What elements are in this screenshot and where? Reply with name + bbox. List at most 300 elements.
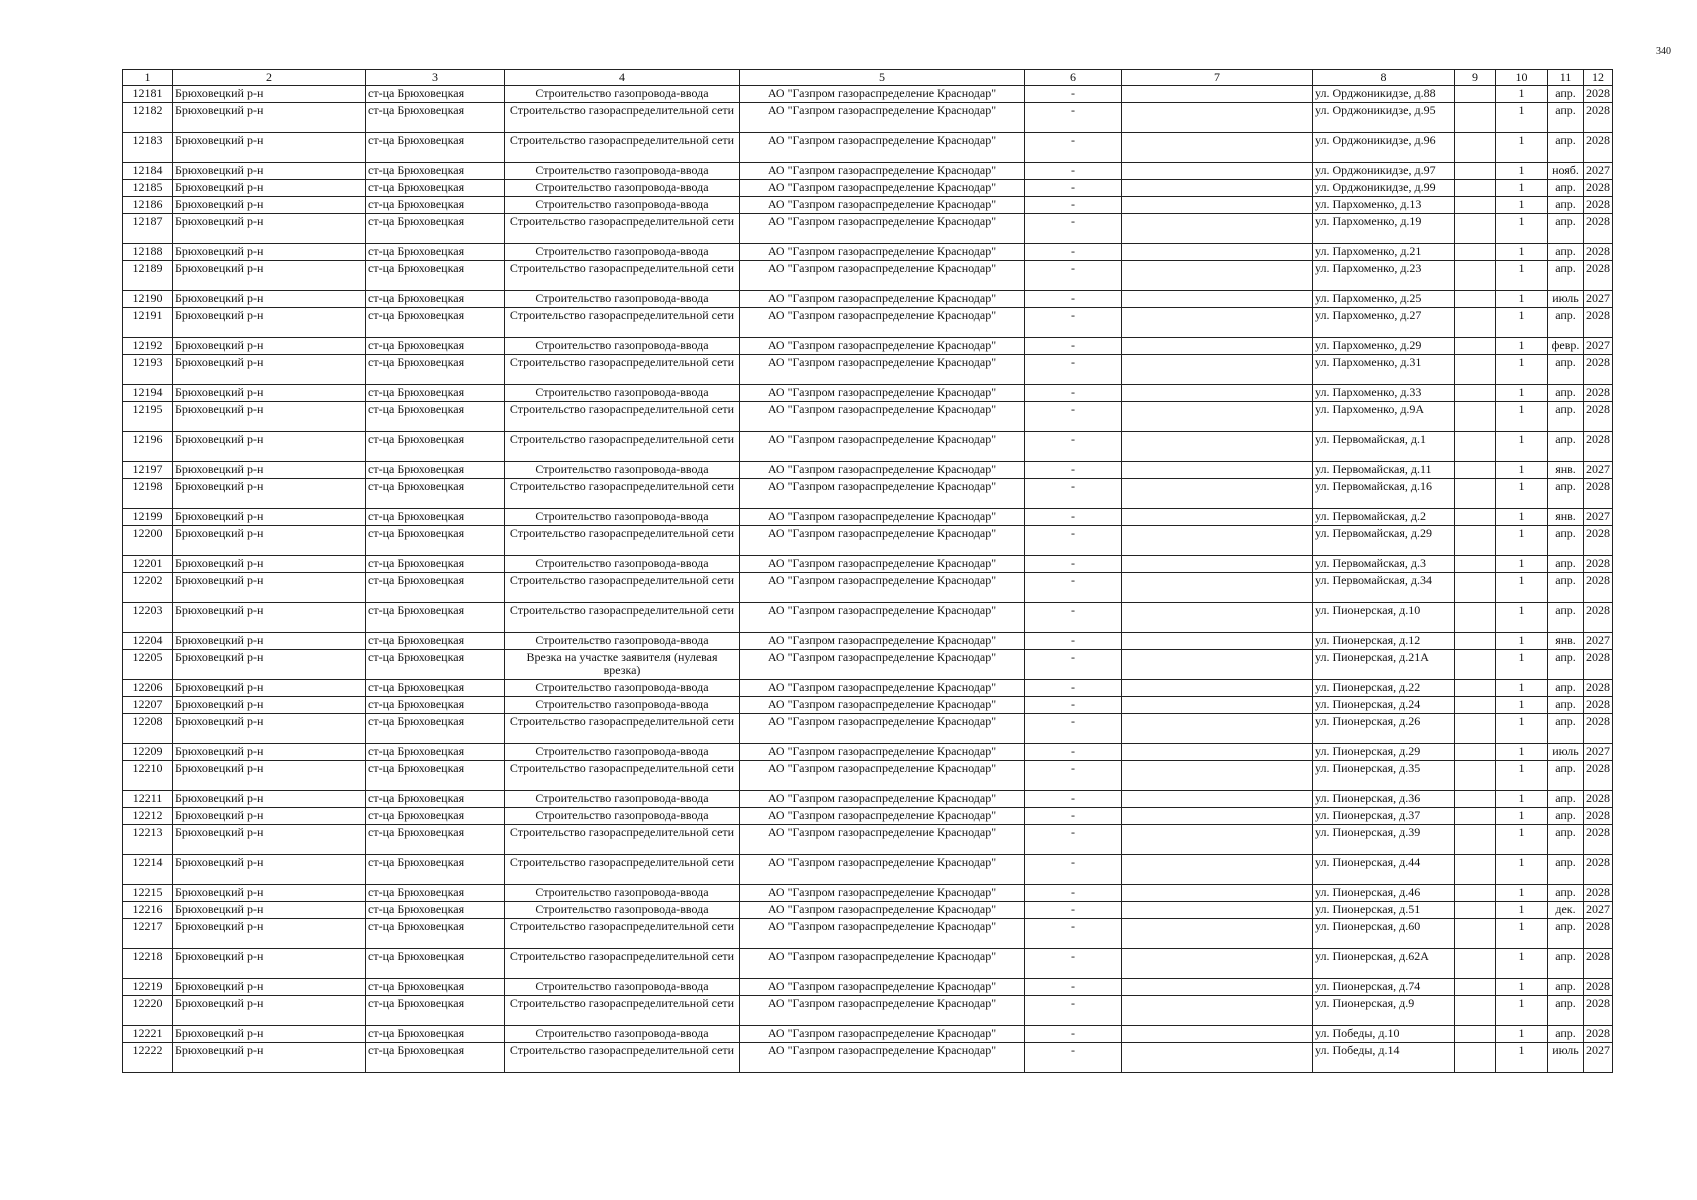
table-row	[123, 556, 1613, 573]
col9-empty-cell	[1455, 761, 1496, 791]
col6-value-cell: -	[1025, 680, 1122, 697]
quantity-cell: 1	[1496, 1043, 1548, 1073]
work-type-cell: Строительство газопровода-ввода	[505, 197, 740, 214]
table-row	[123, 680, 1613, 697]
address-cell: ул. Пионерская, д.9	[1313, 996, 1455, 1026]
col9-empty-cell	[1455, 308, 1496, 338]
month-cell: апр.	[1548, 791, 1584, 808]
work-type-cell: Строительство газопровода-ввода	[505, 509, 740, 526]
address-cell: ул. Пионерская, д.21А	[1313, 650, 1455, 680]
organization-cell: АО "Газпром газораспределение Краснодар"	[740, 214, 1025, 244]
col9-empty-cell	[1455, 825, 1496, 855]
row-number-cell: 12196	[123, 432, 173, 462]
district-cell: Брюховецкий р-н	[173, 385, 366, 402]
organization-cell: АО "Газпром газораспределение Краснодар"	[740, 603, 1025, 633]
quantity-cell: 1	[1496, 650, 1548, 680]
col7-empty-cell	[1122, 244, 1313, 261]
month-cell: апр.	[1548, 1026, 1584, 1043]
col9-empty-cell	[1455, 244, 1496, 261]
col6-value-cell: -	[1025, 573, 1122, 603]
col7-empty-cell	[1122, 556, 1313, 573]
col-header: 8	[1313, 70, 1455, 86]
address-cell: ул. Пархоменко, д.31	[1313, 355, 1455, 385]
col9-empty-cell	[1455, 855, 1496, 885]
col9-empty-cell	[1455, 979, 1496, 996]
district-cell: Брюховецкий р-н	[173, 197, 366, 214]
col9-empty-cell	[1455, 573, 1496, 603]
table-row	[123, 573, 1613, 603]
organization-cell: АО "Газпром газораспределение Краснодар"	[740, 509, 1025, 526]
col6-value-cell: -	[1025, 432, 1122, 462]
month-cell: апр.	[1548, 244, 1584, 261]
organization-cell: АО "Газпром газораспределение Краснодар"	[740, 526, 1025, 556]
address-cell: ул. Пионерская, д.46	[1313, 885, 1455, 902]
col7-empty-cell	[1122, 214, 1313, 244]
district-cell: Брюховецкий р-н	[173, 432, 366, 462]
organization-cell: АО "Газпром газораспределение Краснодар"	[740, 573, 1025, 603]
month-cell: апр.	[1548, 680, 1584, 697]
col6-value-cell: -	[1025, 855, 1122, 885]
month-cell: апр.	[1548, 573, 1584, 603]
organization-cell: АО "Газпром газораспределение Краснодар"	[740, 163, 1025, 180]
address-cell: ул. Пионерская, д.35	[1313, 761, 1455, 791]
quantity-cell: 1	[1496, 744, 1548, 761]
col7-empty-cell	[1122, 808, 1313, 825]
organization-cell: АО "Газпром газораспределение Краснодар"	[740, 338, 1025, 355]
year-cell: 2028	[1584, 479, 1613, 509]
row-number-cell: 12209	[123, 744, 173, 761]
work-type-cell: Строительство газораспределительной сети	[505, 214, 740, 244]
row-number-cell: 12206	[123, 680, 173, 697]
month-cell: февр.	[1548, 338, 1584, 355]
district-cell: Брюховецкий р-н	[173, 808, 366, 825]
row-number-cell: 12215	[123, 885, 173, 902]
address-cell: ул. Пархоменко, д.19	[1313, 214, 1455, 244]
settlement-cell: ст-ца Брюховецкая	[366, 355, 505, 385]
settlement-cell: ст-ца Брюховецкая	[366, 697, 505, 714]
settlement-cell: ст-ца Брюховецкая	[366, 214, 505, 244]
quantity-cell: 1	[1496, 180, 1548, 197]
col9-empty-cell	[1455, 462, 1496, 479]
district-cell: Брюховецкий р-н	[173, 650, 366, 680]
col6-value-cell: -	[1025, 180, 1122, 197]
settlement-cell: ст-ца Брюховецкая	[366, 902, 505, 919]
year-cell: 2027	[1584, 902, 1613, 919]
district-cell: Брюховецкий р-н	[173, 133, 366, 163]
month-cell: июль	[1548, 291, 1584, 308]
organization-cell: АО "Газпром газораспределение Краснодар"	[740, 761, 1025, 791]
quantity-cell: 1	[1496, 308, 1548, 338]
table-row	[123, 714, 1613, 744]
col7-empty-cell	[1122, 291, 1313, 308]
col7-empty-cell	[1122, 996, 1313, 1026]
col9-empty-cell	[1455, 902, 1496, 919]
col6-value-cell: -	[1025, 103, 1122, 133]
quantity-cell: 1	[1496, 214, 1548, 244]
col7-empty-cell	[1122, 761, 1313, 791]
district-cell: Брюховецкий р-н	[173, 1043, 366, 1073]
address-cell: ул. Пионерская, д.51	[1313, 902, 1455, 919]
settlement-cell: ст-ца Брюховецкая	[366, 556, 505, 573]
address-cell: ул. Первомайская, д.16	[1313, 479, 1455, 509]
month-cell: апр.	[1548, 402, 1584, 432]
col-header: 1	[123, 70, 173, 86]
quantity-cell: 1	[1496, 509, 1548, 526]
organization-cell: АО "Газпром газораспределение Краснодар"	[740, 385, 1025, 402]
col-header: 12	[1584, 70, 1613, 86]
row-number-cell: 12197	[123, 462, 173, 479]
address-cell: ул. Пархоменко, д.21	[1313, 244, 1455, 261]
table-row	[123, 526, 1613, 556]
table-row	[123, 902, 1613, 919]
col7-empty-cell	[1122, 462, 1313, 479]
col7-empty-cell	[1122, 385, 1313, 402]
district-cell: Брюховецкий р-н	[173, 996, 366, 1026]
col7-empty-cell	[1122, 308, 1313, 338]
col9-empty-cell	[1455, 86, 1496, 103]
district-cell: Брюховецкий р-н	[173, 697, 366, 714]
row-number-cell: 12211	[123, 791, 173, 808]
col9-empty-cell	[1455, 556, 1496, 573]
table-row	[123, 949, 1613, 979]
col7-empty-cell	[1122, 825, 1313, 855]
col9-empty-cell	[1455, 949, 1496, 979]
district-cell: Брюховецкий р-н	[173, 791, 366, 808]
organization-cell: АО "Газпром газораспределение Краснодар"	[740, 355, 1025, 385]
table-row	[123, 791, 1613, 808]
settlement-cell: ст-ца Брюховецкая	[366, 633, 505, 650]
month-cell: апр.	[1548, 996, 1584, 1026]
col9-empty-cell	[1455, 744, 1496, 761]
quantity-cell: 1	[1496, 355, 1548, 385]
address-cell: ул. Пионерская, д.24	[1313, 697, 1455, 714]
work-type-cell: Строительство газораспределительной сети	[505, 855, 740, 885]
address-cell: ул. Орджоникидзе, д.99	[1313, 180, 1455, 197]
col6-value-cell: -	[1025, 402, 1122, 432]
settlement-cell: ст-ца Брюховецкая	[366, 291, 505, 308]
col-header: 10	[1496, 70, 1548, 86]
col6-value-cell: -	[1025, 697, 1122, 714]
col6-value-cell: -	[1025, 996, 1122, 1026]
row-number-cell: 12198	[123, 479, 173, 509]
col7-empty-cell	[1122, 197, 1313, 214]
row-number-cell: 12208	[123, 714, 173, 744]
work-type-cell: Строительство газораспределительной сети	[505, 761, 740, 791]
col6-value-cell: -	[1025, 509, 1122, 526]
month-cell: янв.	[1548, 633, 1584, 650]
address-cell: ул. Победы, д.10	[1313, 1026, 1455, 1043]
col9-empty-cell	[1455, 791, 1496, 808]
year-cell: 2028	[1584, 308, 1613, 338]
table-row	[123, 133, 1613, 163]
col9-empty-cell	[1455, 402, 1496, 432]
table-row	[123, 197, 1613, 214]
month-cell: нояб.	[1548, 163, 1584, 180]
quantity-cell: 1	[1496, 885, 1548, 902]
year-cell: 2028	[1584, 979, 1613, 996]
col7-empty-cell	[1122, 573, 1313, 603]
district-cell: Брюховецкий р-н	[173, 180, 366, 197]
settlement-cell: ст-ца Брюховецкая	[366, 996, 505, 1026]
year-cell: 2027	[1584, 338, 1613, 355]
table-row	[123, 1026, 1613, 1043]
month-cell: апр.	[1548, 479, 1584, 509]
organization-cell: АО "Газпром газораспределение Краснодар"	[740, 462, 1025, 479]
work-type-cell: Строительство газораспределительной сети	[505, 714, 740, 744]
row-number-cell: 12192	[123, 338, 173, 355]
district-cell: Брюховецкий р-н	[173, 479, 366, 509]
work-type-cell: Строительство газораспределительной сети	[505, 573, 740, 603]
year-cell: 2028	[1584, 825, 1613, 855]
quantity-cell: 1	[1496, 133, 1548, 163]
settlement-cell: ст-ца Брюховецкая	[366, 197, 505, 214]
settlement-cell: ст-ца Брюховецкая	[366, 885, 505, 902]
col9-empty-cell	[1455, 996, 1496, 1026]
month-cell: янв.	[1548, 509, 1584, 526]
col9-empty-cell	[1455, 633, 1496, 650]
quantity-cell: 1	[1496, 996, 1548, 1026]
col6-value-cell: -	[1025, 385, 1122, 402]
quantity-cell: 1	[1496, 244, 1548, 261]
col9-empty-cell	[1455, 338, 1496, 355]
col6-value-cell: -	[1025, 1026, 1122, 1043]
address-cell: ул. Пионерская, д.22	[1313, 680, 1455, 697]
organization-cell: АО "Газпром газораспределение Краснодар"	[740, 949, 1025, 979]
year-cell: 2028	[1584, 603, 1613, 633]
col7-empty-cell	[1122, 744, 1313, 761]
year-cell: 2028	[1584, 197, 1613, 214]
col6-value-cell: -	[1025, 526, 1122, 556]
organization-cell: АО "Газпром газораспределение Краснодар"	[740, 133, 1025, 163]
col7-empty-cell	[1122, 180, 1313, 197]
work-type-cell: Строительство газопровода-ввода	[505, 338, 740, 355]
address-cell: ул. Первомайская, д.2	[1313, 509, 1455, 526]
col6-value-cell: -	[1025, 261, 1122, 291]
organization-cell: АО "Газпром газораспределение Краснодар"	[740, 714, 1025, 744]
col7-empty-cell	[1122, 1043, 1313, 1073]
col6-value-cell: -	[1025, 633, 1122, 650]
settlement-cell: ст-ца Брюховецкая	[366, 791, 505, 808]
settlement-cell: ст-ца Брюховецкая	[366, 1026, 505, 1043]
settlement-cell: ст-ца Брюховецкая	[366, 432, 505, 462]
table-row	[123, 291, 1613, 308]
col-header: 11	[1548, 70, 1584, 86]
month-cell: апр.	[1548, 979, 1584, 996]
work-type-cell: Строительство газопровода-ввода	[505, 244, 740, 261]
table-row	[123, 402, 1613, 432]
district-cell: Брюховецкий р-н	[173, 825, 366, 855]
organization-cell: АО "Газпром газораспределение Краснодар"	[740, 979, 1025, 996]
district-cell: Брюховецкий р-н	[173, 355, 366, 385]
row-number-cell: 12219	[123, 979, 173, 996]
col9-empty-cell	[1455, 291, 1496, 308]
row-number-cell: 12184	[123, 163, 173, 180]
organization-cell: АО "Газпром газораспределение Краснодар"	[740, 244, 1025, 261]
year-cell: 2028	[1584, 402, 1613, 432]
year-cell: 2028	[1584, 761, 1613, 791]
district-cell: Брюховецкий р-н	[173, 103, 366, 133]
month-cell: апр.	[1548, 180, 1584, 197]
table-row	[123, 509, 1613, 526]
month-cell: дек.	[1548, 902, 1584, 919]
col7-empty-cell	[1122, 479, 1313, 509]
col7-empty-cell	[1122, 697, 1313, 714]
row-number-cell: 12204	[123, 633, 173, 650]
work-type-cell: Строительство газопровода-ввода	[505, 680, 740, 697]
col6-value-cell: -	[1025, 808, 1122, 825]
col9-empty-cell	[1455, 133, 1496, 163]
year-cell: 2027	[1584, 509, 1613, 526]
month-cell: апр.	[1548, 885, 1584, 902]
settlement-cell: ст-ца Брюховецкая	[366, 808, 505, 825]
col7-empty-cell	[1122, 355, 1313, 385]
year-cell: 2028	[1584, 714, 1613, 744]
district-cell: Брюховецкий р-н	[173, 308, 366, 338]
work-type-cell: Строительство газопровода-ввода	[505, 633, 740, 650]
year-cell: 2028	[1584, 244, 1613, 261]
work-type-cell: Строительство газораспределительной сети	[505, 355, 740, 385]
organization-cell: АО "Газпром газораспределение Краснодар"	[740, 1043, 1025, 1073]
month-cell: апр.	[1548, 697, 1584, 714]
quantity-cell: 1	[1496, 680, 1548, 697]
district-cell: Брюховецкий р-н	[173, 573, 366, 603]
table-row	[123, 385, 1613, 402]
col6-value-cell: -	[1025, 825, 1122, 855]
district-cell: Брюховецкий р-н	[173, 244, 366, 261]
settlement-cell: ст-ца Брюховецкая	[366, 308, 505, 338]
settlement-cell: ст-ца Брюховецкая	[366, 180, 505, 197]
address-cell: ул. Пархоменко, д.23	[1313, 261, 1455, 291]
col6-value-cell: -	[1025, 603, 1122, 633]
work-type-cell: Строительство газораспределительной сети	[505, 308, 740, 338]
quantity-cell: 1	[1496, 791, 1548, 808]
district-cell: Брюховецкий р-н	[173, 633, 366, 650]
col9-empty-cell	[1455, 603, 1496, 633]
organization-cell: АО "Газпром газораспределение Краснодар"	[740, 103, 1025, 133]
organization-cell: АО "Газпром газораспределение Краснодар"	[740, 402, 1025, 432]
settlement-cell: ст-ца Брюховецкая	[366, 103, 505, 133]
month-cell: апр.	[1548, 603, 1584, 633]
row-number-cell: 12199	[123, 509, 173, 526]
row-number-cell: 12202	[123, 573, 173, 603]
row-number-cell: 12205	[123, 650, 173, 680]
month-cell: янв.	[1548, 462, 1584, 479]
quantity-cell: 1	[1496, 808, 1548, 825]
address-cell: ул. Пионерская, д.37	[1313, 808, 1455, 825]
organization-cell: АО "Газпром газораспределение Краснодар"	[740, 697, 1025, 714]
work-type-cell: Строительство газопровода-ввода	[505, 902, 740, 919]
col6-value-cell: -	[1025, 650, 1122, 680]
quantity-cell: 1	[1496, 163, 1548, 180]
settlement-cell: ст-ца Брюховецкая	[366, 509, 505, 526]
address-cell: ул. Пархоменко, д.33	[1313, 385, 1455, 402]
district-cell: Брюховецкий р-н	[173, 509, 366, 526]
organization-cell: АО "Газпром газораспределение Краснодар"	[740, 825, 1025, 855]
col6-value-cell: -	[1025, 556, 1122, 573]
col9-empty-cell	[1455, 919, 1496, 949]
table-row	[123, 86, 1613, 103]
organization-cell: АО "Газпром газораспределение Краснодар"	[740, 744, 1025, 761]
address-cell: ул. Первомайская, д.1	[1313, 432, 1455, 462]
work-type-cell: Строительство газораспределительной сети	[505, 103, 740, 133]
organization-cell: АО "Газпром газораспределение Краснодар"	[740, 479, 1025, 509]
organization-cell: АО "Газпром газораспределение Краснодар"	[740, 556, 1025, 573]
organization-cell: АО "Газпром газораспределение Краснодар"	[740, 996, 1025, 1026]
work-type-cell: Строительство газопровода-ввода	[505, 697, 740, 714]
district-cell: Брюховецкий р-н	[173, 261, 366, 291]
year-cell: 2027	[1584, 462, 1613, 479]
organization-cell: АО "Газпром газораспределение Краснодар"	[740, 261, 1025, 291]
year-cell: 2028	[1584, 86, 1613, 103]
quantity-cell: 1	[1496, 825, 1548, 855]
address-cell: ул. Первомайская, д.3	[1313, 556, 1455, 573]
month-cell: апр.	[1548, 949, 1584, 979]
month-cell: апр.	[1548, 808, 1584, 825]
header-row	[123, 70, 1613, 86]
col6-value-cell: -	[1025, 355, 1122, 385]
work-type-cell: Строительство газопровода-ввода	[505, 163, 740, 180]
address-cell: ул. Пионерская, д.10	[1313, 603, 1455, 633]
row-number-cell: 12217	[123, 919, 173, 949]
address-cell: ул. Пионерская, д.29	[1313, 744, 1455, 761]
organization-cell: АО "Газпром газораспределение Краснодар"	[740, 291, 1025, 308]
col6-value-cell: -	[1025, 1043, 1122, 1073]
district-cell: Брюховецкий р-н	[173, 744, 366, 761]
district-cell: Брюховецкий р-н	[173, 714, 366, 744]
col7-empty-cell	[1122, 261, 1313, 291]
col7-empty-cell	[1122, 103, 1313, 133]
row-number-cell: 12191	[123, 308, 173, 338]
month-cell: апр.	[1548, 919, 1584, 949]
settlement-cell: ст-ца Брюховецкая	[366, 479, 505, 509]
year-cell: 2028	[1584, 133, 1613, 163]
settlement-cell: ст-ца Брюховецкая	[366, 163, 505, 180]
row-number-cell: 12213	[123, 825, 173, 855]
quantity-cell: 1	[1496, 86, 1548, 103]
col7-empty-cell	[1122, 680, 1313, 697]
col7-empty-cell	[1122, 603, 1313, 633]
organization-cell: АО "Газпром газораспределение Краснодар"	[740, 650, 1025, 680]
col7-empty-cell	[1122, 86, 1313, 103]
col7-empty-cell	[1122, 714, 1313, 744]
district-cell: Брюховецкий р-н	[173, 885, 366, 902]
quantity-cell: 1	[1496, 103, 1548, 133]
settlement-cell: ст-ца Брюховецкая	[366, 573, 505, 603]
row-number-cell: 12210	[123, 761, 173, 791]
address-cell: ул. Пионерская, д.60	[1313, 919, 1455, 949]
organization-cell: АО "Газпром газораспределение Краснодар"	[740, 919, 1025, 949]
address-cell: ул. Победы, д.14	[1313, 1043, 1455, 1073]
col9-empty-cell	[1455, 1043, 1496, 1073]
table-row	[123, 479, 1613, 509]
address-cell: ул. Орджоникидзе, д.97	[1313, 163, 1455, 180]
table-row	[123, 214, 1613, 244]
settlement-cell: ст-ца Брюховецкая	[366, 650, 505, 680]
quantity-cell: 1	[1496, 385, 1548, 402]
year-cell: 2028	[1584, 885, 1613, 902]
month-cell: апр.	[1548, 214, 1584, 244]
settlement-cell: ст-ца Брюховецкая	[366, 680, 505, 697]
district-cell: Брюховецкий р-н	[173, 979, 366, 996]
district-cell: Брюховецкий р-н	[173, 291, 366, 308]
col6-value-cell: -	[1025, 308, 1122, 338]
col7-empty-cell	[1122, 432, 1313, 462]
month-cell: апр.	[1548, 261, 1584, 291]
district-cell: Брюховецкий р-н	[173, 949, 366, 979]
settlement-cell: ст-ца Брюховецкая	[366, 133, 505, 163]
col-header: 4	[505, 70, 740, 86]
settlement-cell: ст-ца Брюховецкая	[366, 603, 505, 633]
